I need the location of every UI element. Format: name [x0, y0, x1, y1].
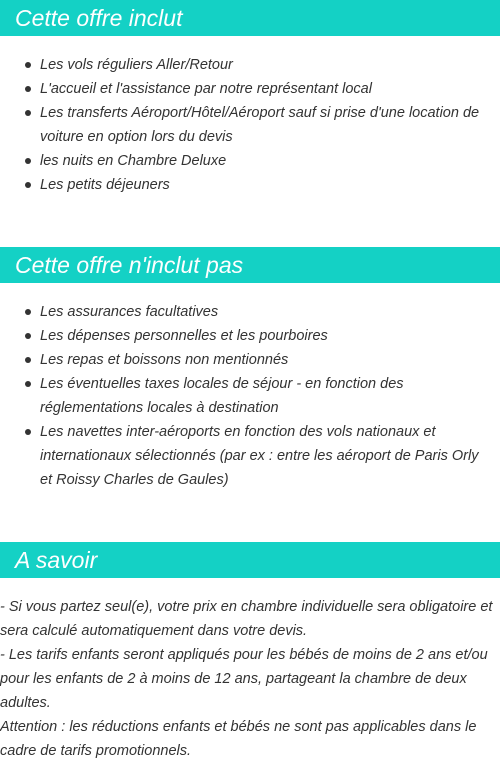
list-item: Les petits déjeuners	[0, 173, 500, 197]
includes-section-header	[0, 0, 500, 36]
info-paragraph: Attention : les réductions enfants et bébés ne sont pas applicables dans le cadre de tarifs promotionnels.	[0, 719, 477, 759]
info-text	[0, 595, 500, 763]
list-item: Les repas et boissons non mentionnés	[0, 348, 500, 372]
list-item: Les transferts Aéroport/Hôtel/Aéroport sauf si prise d'une location de voiture en option lors du devis	[0, 101, 500, 149]
bullet-icon	[25, 333, 31, 339]
list-item: Les navettes inter-aéroports en fonction des vols nationaux et internationaux sélectionnés (par ex : entre les aéroport de Paris Orly et Roissy Charles de Gaules)	[0, 420, 500, 492]
list-item: les nuits en Chambre Deluxe	[0, 149, 500, 173]
includes-title: Cette offre inclut	[15, 5, 183, 31]
info-paragraph: - Si vous partez seul(e), votre prix en chambre individuelle sera obligatoire et sera calculé automatiquement dans votre devis.	[0, 599, 493, 639]
list-item: Les vols réguliers Aller/Retour	[0, 53, 500, 77]
excludes-title: Cette offre n'inclut pas	[15, 252, 244, 278]
bullet-icon	[25, 110, 31, 116]
list-item: Les éventuelles taxes locales de séjour - en fonction des réglementations locales à destination	[0, 372, 500, 420]
includes-list	[0, 53, 500, 197]
info-title: A savoir	[15, 547, 98, 573]
bullet-icon	[25, 309, 31, 315]
bullet-icon	[25, 86, 31, 92]
bullet-icon	[25, 429, 31, 435]
bullet-icon	[25, 381, 31, 387]
info-paragraph: - Les tarifs enfants seront appliqués pour les bébés de moins de 2 ans et/ou pour les enfants de 2 à moins de 12 ans, partageant la chambre de deux adultes.	[0, 647, 488, 711]
bullet-icon	[25, 62, 31, 68]
bullet-icon	[25, 182, 31, 188]
excludes-list	[0, 300, 500, 492]
list-item: L'accueil et l'assistance par notre représentant local	[0, 77, 500, 101]
bullet-icon	[25, 158, 31, 164]
list-item: Les dépenses personnelles et les pourboires	[0, 324, 500, 348]
info-section-header	[0, 542, 500, 578]
bullet-icon	[25, 357, 31, 363]
list-item: Les assurances facultatives	[0, 300, 500, 324]
excludes-section-header	[0, 247, 500, 283]
